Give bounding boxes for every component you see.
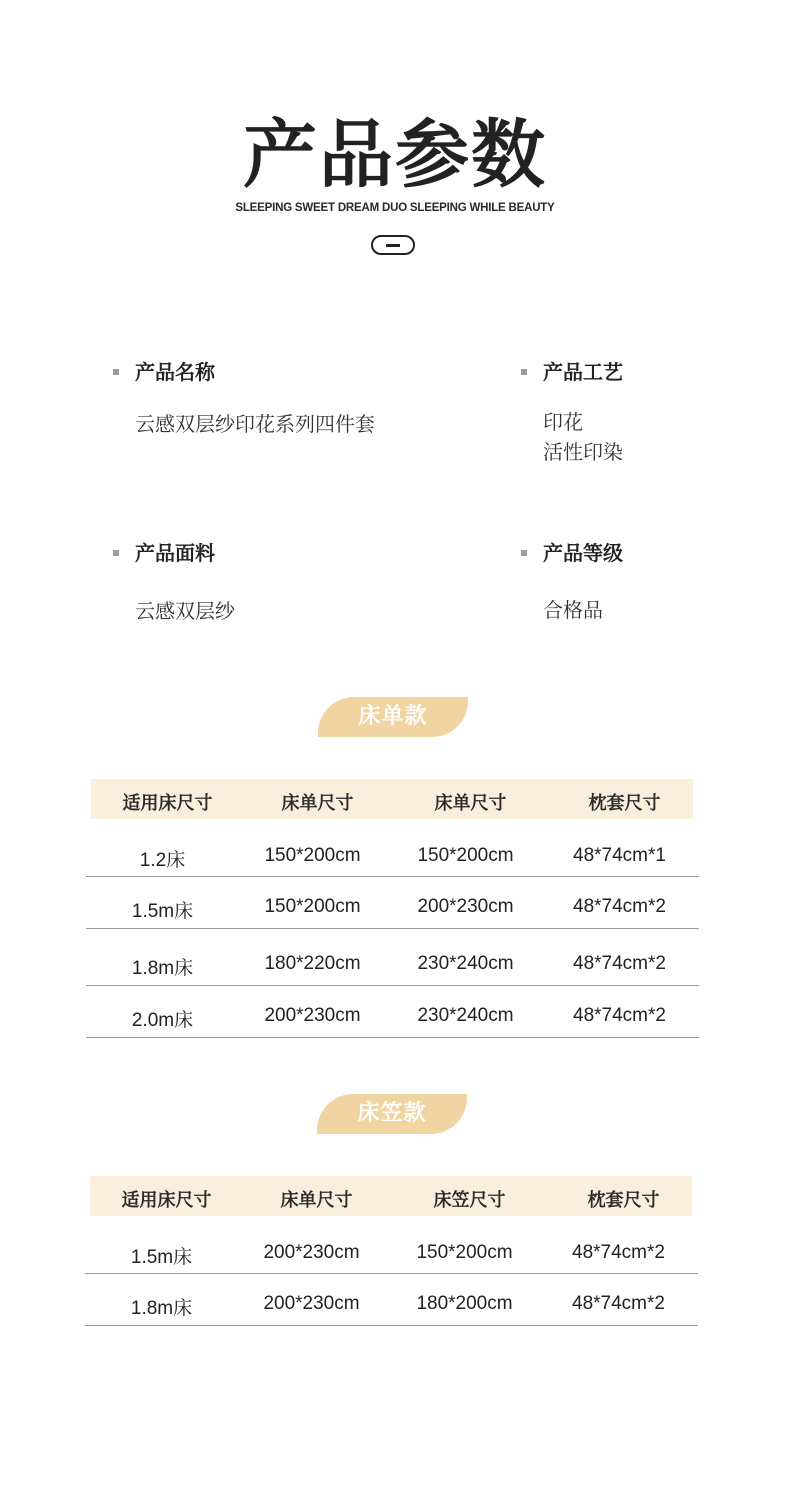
table-cell: 1.5m床	[131, 901, 194, 922]
table-header	[91, 779, 693, 819]
spec-value: 云感双层纱印花系列四件套	[135, 412, 375, 436]
table-header	[90, 1176, 692, 1216]
header-cell: 床单尺寸	[434, 793, 507, 814]
table-row	[86, 819, 699, 877]
table-cell: 200*230cm	[263, 1293, 360, 1314]
table-cell: 150*200cm	[416, 1242, 513, 1263]
table-cell: 150*200cm	[417, 845, 514, 866]
table-cell: 180*200cm	[416, 1293, 513, 1314]
bullet-icon	[113, 369, 119, 375]
bullet-icon	[521, 550, 527, 556]
table-cell: 48*74cm*2	[573, 896, 666, 917]
table-cell: 1.2床	[139, 850, 186, 871]
header-cell: 适用床尺寸	[121, 1190, 212, 1211]
table-cell: 1.5m床	[130, 1247, 193, 1268]
section-badge-sheet: 床单款	[318, 697, 468, 737]
bullet-icon	[113, 550, 119, 556]
spec-value-line1: 印花	[543, 410, 583, 434]
page-title: 产品参数	[243, 112, 547, 198]
spec-label: 产品名称	[135, 360, 215, 384]
table-cell: 48*74cm*2	[573, 953, 666, 974]
spec-value-line2: 活性印染	[543, 440, 623, 464]
table-cell: 200*230cm	[263, 1242, 360, 1263]
spec-label: 产品面料	[135, 541, 215, 565]
table-row	[85, 1216, 698, 1274]
header-cell: 枕套尺寸	[588, 793, 661, 814]
header-cell: 枕套尺寸	[587, 1190, 660, 1211]
header-cell: 适用床尺寸	[122, 793, 213, 814]
table-cell: 48*74cm*2	[573, 1005, 666, 1026]
header-cell: 床单尺寸	[281, 793, 354, 814]
header-cell: 床单尺寸	[280, 1190, 353, 1211]
table-cell: 150*200cm	[264, 896, 361, 917]
table-cell: 230*240cm	[417, 1005, 514, 1026]
spec-label: 产品工艺	[543, 360, 623, 384]
table-cell: 48*74cm*1	[573, 845, 666, 866]
table-cell: 200*230cm	[417, 896, 514, 917]
table-cell: 2.0m床	[131, 1010, 194, 1031]
section-badge-fitted: 床笠款	[317, 1094, 467, 1134]
table-cell: 150*200cm	[264, 845, 361, 866]
table-row	[85, 1274, 698, 1326]
table-cell: 230*240cm	[417, 953, 514, 974]
table-row	[86, 877, 699, 929]
spec-label: 产品等级	[543, 541, 623, 565]
table-cell: 48*74cm*2	[572, 1242, 665, 1263]
spec-value: 合格品	[543, 598, 603, 622]
bullet-icon	[521, 369, 527, 375]
spec-value: 云感双层纱	[135, 599, 235, 623]
table-cell: 1.8m床	[131, 958, 194, 979]
sheet-size-table	[86, 779, 699, 1038]
minus-pill-icon	[371, 235, 415, 255]
table-cell: 200*230cm	[264, 1005, 361, 1026]
table-cell: 180*220cm	[264, 953, 361, 974]
header-cell: 床笠尺寸	[433, 1190, 506, 1211]
page-subtitle: SLEEPING SWEET DREAM DUO SLEEPING WHILE BEAUTY	[235, 202, 555, 214]
table-cell: 48*74cm*2	[572, 1293, 665, 1314]
table-row	[86, 929, 699, 986]
fitted-size-table	[85, 1176, 698, 1326]
table-row	[86, 986, 699, 1038]
table-cell: 1.8m床	[130, 1298, 193, 1319]
